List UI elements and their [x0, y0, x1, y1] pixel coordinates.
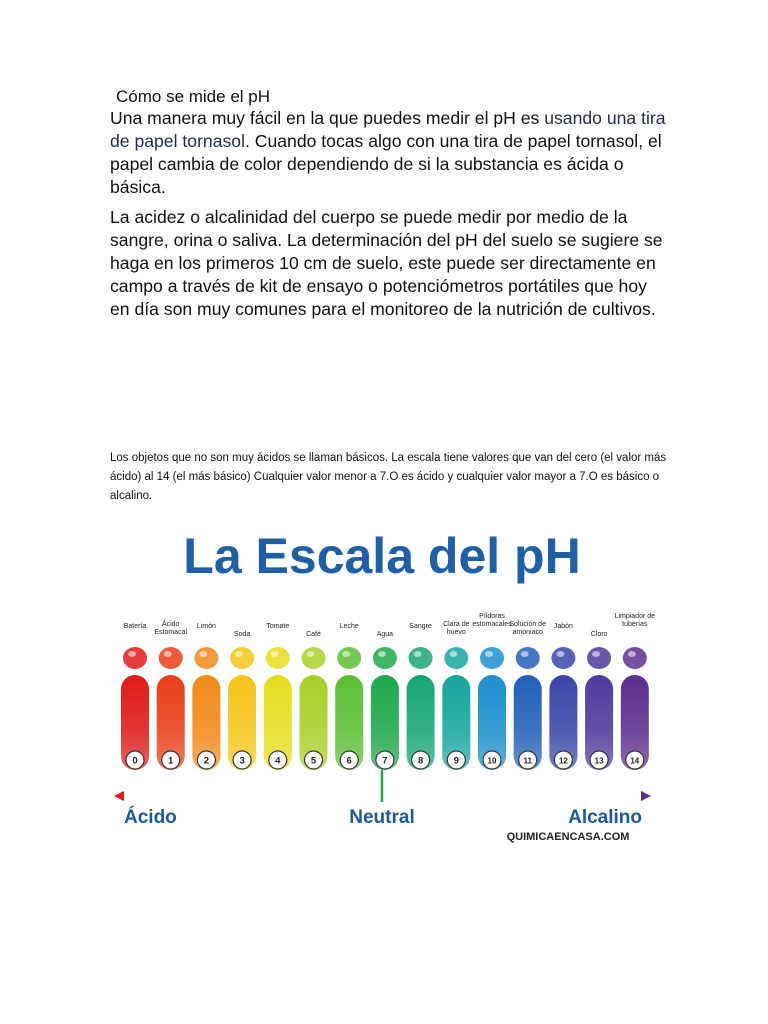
neutral-label: Neutral: [349, 807, 415, 828]
ph-item-8: [407, 623, 435, 770]
paragraph-body-soil: La acidez o alcalinidad del cuerpo se puede medir por medio de la sangre, orina o saliva. La determinación del pH del suelo se sugiere se haga en los primeros 10 cm de suelo, este puede ser directamente en campo a través de kit de ensayo o potenciómetros portátiles que hoy en día son muy comunes para el monitoreo de la nutrición de cultivos.: [110, 207, 663, 319]
ph-value: 9: [453, 755, 459, 767]
ph-value: 7: [382, 755, 388, 767]
battery-icon: [123, 647, 147, 669]
alkaline-arrowhead-icon: [641, 791, 651, 801]
coffee-icon: [302, 647, 326, 669]
egg-icon: [444, 647, 468, 669]
source-label: QUIMICAENCASA.COM: [506, 831, 630, 843]
ph-value: 14: [630, 756, 640, 766]
ph-item-label: Solución de amoniaco: [509, 621, 546, 636]
ph-value: 5: [310, 755, 317, 767]
ph-item-label: Batería: [123, 623, 147, 630]
ph-items: [121, 613, 655, 770]
ph-item-10: [472, 613, 512, 770]
page-heading: Cómo se mide el pH: [116, 87, 271, 106]
ph-item-label: Píldoras estomacales: [472, 613, 512, 628]
stomach-icon: [159, 647, 183, 669]
ph-item-14: [615, 613, 655, 770]
ph-item-label: Soda: [233, 631, 251, 638]
ph-value: 10: [487, 756, 497, 766]
paragraph-litmus-highlight: usando una tira de papel tornasol: [110, 108, 666, 151]
acid-label: Ácido: [124, 807, 177, 828]
alkaline-label: Alcalino: [568, 807, 642, 828]
ph-item-3: [228, 631, 256, 770]
acid-arrowhead-icon: [114, 791, 124, 801]
ph-item-label: Cloro: [590, 631, 608, 638]
ph-item-2: [192, 623, 220, 770]
ph-item-label: Limón: [196, 623, 216, 630]
ph-value: 0: [132, 755, 138, 767]
ph-value: 12: [558, 756, 568, 766]
ph-scale-title: La Escala del pH: [183, 528, 581, 584]
bleach-icon: [587, 647, 611, 669]
ph-item-label: Café: [306, 631, 321, 638]
ph-item-label: Leche: [339, 623, 359, 630]
ph-item-12: [549, 623, 577, 770]
ph-item-1: [154, 619, 187, 770]
soda-can-icon: [230, 647, 254, 669]
ph-item-label: Limpiador de tuberías: [614, 613, 655, 628]
ph-item-13: [585, 631, 613, 770]
tomato-icon: [266, 647, 290, 669]
ph-item-9: [442, 621, 470, 770]
ph-item-7: [371, 631, 399, 770]
pills-icon: [480, 647, 504, 669]
soap-icon: [551, 647, 575, 669]
ph-value: 13: [594, 756, 604, 766]
ph-value: 11: [523, 756, 532, 766]
ph-value: 4: [275, 755, 281, 767]
ph-scale-graphic: [110, 512, 655, 852]
ph-value: 2: [203, 755, 210, 767]
ph-scale-infographic: [110, 512, 655, 852]
ph-value: 3: [239, 755, 245, 767]
ph-item-11: [509, 621, 546, 770]
ph-item-4: [264, 623, 292, 770]
water-bottle-icon: [373, 647, 397, 669]
ph-item-label: Jabón: [553, 623, 573, 630]
flask-icon: [516, 647, 540, 669]
ph-item-0: [121, 623, 149, 770]
milk-icon: [337, 647, 361, 669]
ph-item-label: Ácido Estomacal: [154, 621, 188, 636]
ph-item-label: Clara de huevo: [443, 621, 470, 636]
ph-item-5: [300, 631, 328, 770]
blood-tube-icon: [409, 647, 433, 669]
drain-cleaner-icon: [623, 647, 647, 669]
paragraph-litmus-part2: . Cuando tocas algo con una tira de papel tornasol, el papel cambia de color dependiendo de si la substancia es ácida o básica.: [110, 131, 662, 197]
ph-item-6: [335, 623, 363, 770]
ph-value: 8: [417, 755, 424, 767]
paragraph-basic-objects: Los objetos que no son muy ácidos se llaman básicos. La escala tiene valores que van del cero (el valor más ácido) al 14 (el más básico) Cualquier valor menor a 7.O es ácido y cualquier valor mayor a 7.O es básico o alcalino.: [110, 452, 667, 502]
ph-item-label: Sangre: [409, 623, 432, 630]
paragraph-litmus-part1: Una manera muy fácil en la que puedes medir el pH es: [110, 108, 545, 128]
lemon-icon: [194, 647, 218, 669]
ph-item-label: Tomate: [266, 623, 290, 630]
ph-value: 1: [168, 755, 174, 767]
paragraph-litmus: [110, 107, 670, 199]
ph-item-label: Agua: [376, 631, 394, 638]
ph-value: 6: [346, 755, 352, 767]
